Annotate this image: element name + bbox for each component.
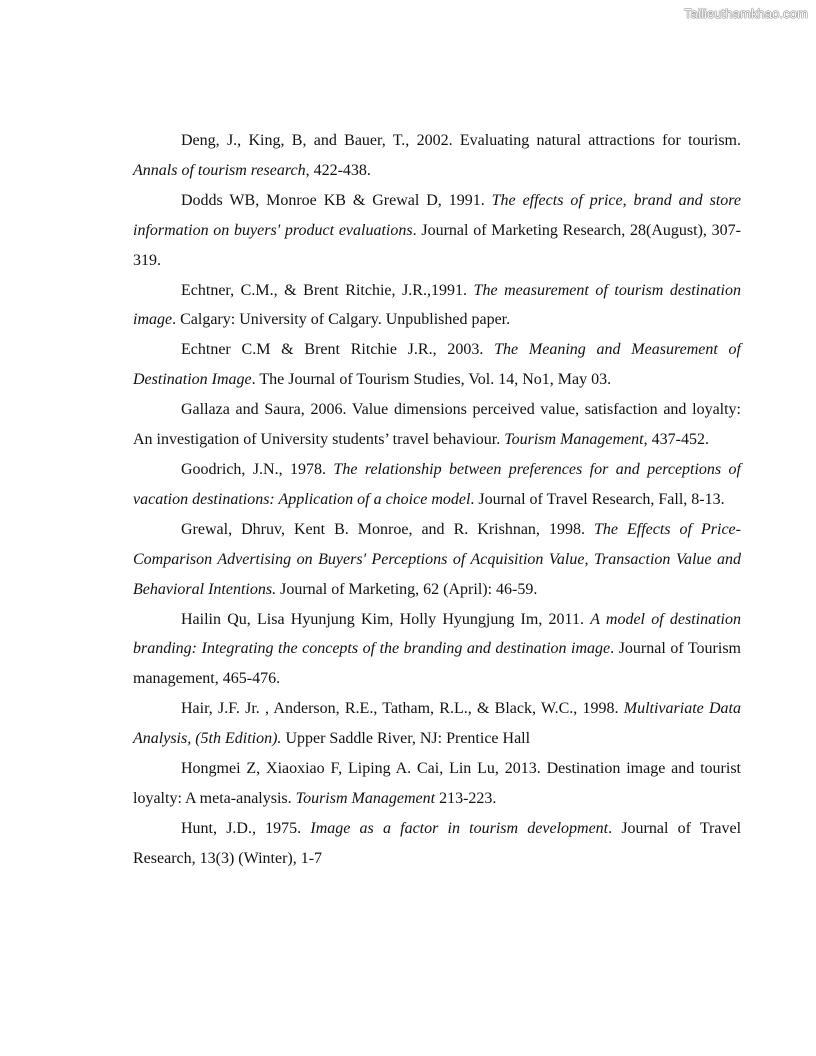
- reference-text: . Journal of Marketing Research, 28(August), 307-319.: [133, 221, 742, 269]
- reference-text: Hailin Qu, Lisa Hyunjung Kim, Holly Hyungjung Im, 2011.: [181, 610, 591, 628]
- reference-item: [133, 186, 741, 276]
- reference-italic-title: The Effects of Price-Comparison Advertising on Buyers' Perceptions of Acquisition Value, Transaction Value and Behavioral Intentions.: [133, 520, 741, 598]
- reference-item: [133, 276, 741, 336]
- reference-text: . Journal of Travel Research, 13(3) (Winter), 1-7: [133, 819, 742, 867]
- reference-italic-title: Annals of tourism research: [133, 161, 306, 179]
- reference-text: Gallaza and Saura, 2006. Value dimensions perceived value, satisfaction and loyalty: An investigation of University students’ travel behaviour.: [133, 401, 741, 449]
- reference-text: . Journal of Tourism management, 465-476.: [133, 640, 742, 688]
- reference-text: Upper Saddle River, NJ: Prentice Hall: [281, 730, 531, 748]
- reference-text: Dodds WB, Monroe KB & Grewal D, 1991.: [181, 191, 492, 209]
- reference-item: [133, 395, 741, 455]
- reference-text: Grewal, Dhruv, Kent B. Monroe, and R. Krishnan, 1998.: [181, 520, 594, 538]
- reference-text: Echtner, C.M., & Brent Ritchie, J.R.,1991.: [181, 281, 474, 299]
- reference-text: Deng, J., King, B, and Bauer, T., 2002. Evaluating natural attractions for tourism.: [181, 132, 741, 149]
- reference-text: . Journal of Travel Research, Fall, 8-13.: [470, 490, 725, 508]
- reference-item: [133, 335, 741, 395]
- watermark: Tailieuthamkhao.com: [683, 6, 808, 21]
- reference-item: [133, 515, 741, 605]
- reference-text: Hair, J.F. Jr. , Anderson, R.E., Tatham, R.L., & Black, W.C., 1998.: [181, 700, 624, 718]
- reference-item: [133, 605, 741, 695]
- reference-text: , 422-438.: [305, 161, 371, 179]
- reference-italic-title: A model of destination branding: Integrating the concepts of the branding and destination image: [133, 610, 742, 658]
- reference-text: . The Journal of Tourism Studies, Vol. 14, No1, May 03.: [251, 371, 612, 389]
- reference-item: [133, 694, 741, 754]
- reference-italic-title: Multivariate Data Analysis, (5th Edition).: [133, 700, 741, 748]
- reference-italic-title: The measurement of tourism destination image: [133, 281, 742, 329]
- reference-italic-title: The effects of price, brand and store information on buyers' product evaluations: [133, 191, 742, 239]
- reference-italic-title: Image as a factor in tourism development: [310, 819, 609, 837]
- reference-text: Hunt, J.D., 1975.: [181, 819, 311, 837]
- reference-text: Echtner C.M & Brent Ritchie J.R., 2003.: [181, 341, 495, 359]
- reference-item: [133, 814, 741, 874]
- reference-item: [133, 126, 741, 186]
- reference-text: 213-223.: [435, 789, 497, 807]
- reference-item: [133, 754, 741, 814]
- reference-text: Hongmei Z, Xiaoxiao F, Liping A. Cai, Lin Lu, 2013. Destination image and tourist loyalty: A meta-analysis.: [133, 760, 741, 807]
- reference-text: , 437-452.: [643, 431, 709, 449]
- reference-list: [133, 126, 741, 874]
- reference-text: Goodrich, J.N., 1978.: [181, 460, 334, 478]
- reference-italic-title: The Meaning and Measurement of Destination Image: [133, 341, 742, 389]
- reference-text: . Calgary: University of Calgary. Unpublished paper.: [172, 311, 511, 329]
- reference-italic-title: Tourism Management: [504, 431, 644, 449]
- reference-italic-title: The relationship between preferences for and perceptions of vacation destinations: Application of a choice model: [133, 460, 742, 508]
- reference-item: [133, 455, 741, 515]
- reference-italic-title: Tourism Management: [295, 789, 436, 807]
- reference-text: Journal of Marketing, 62 (April): 46-59.: [276, 580, 538, 598]
